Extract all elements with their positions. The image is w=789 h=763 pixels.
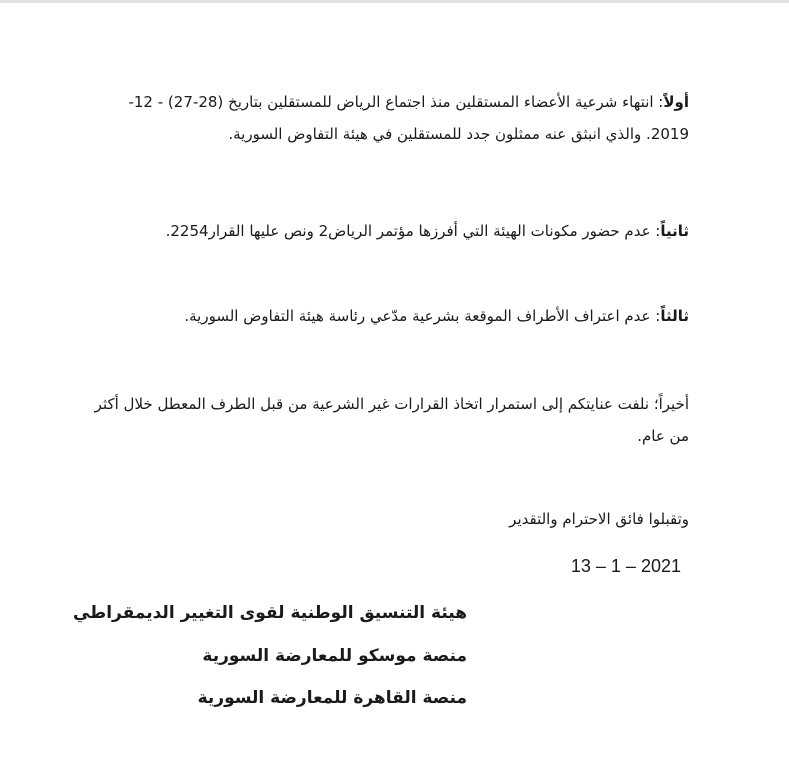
closing-line: وتقبلوا فائق الاحترام والتقدير bbox=[509, 510, 689, 528]
paragraph-first bbox=[89, 86, 689, 150]
signatory-cairo-platform: منصة القاهرة للمعارضة السورية bbox=[197, 688, 467, 708]
document-date: 13 – 1 – 2021 bbox=[570, 556, 681, 576]
paragraph-first-text: : انتهاء شرعية الأعضاء المستقلين منذ اجتماع الرياض للمستقلين بتاريخ (28-27) - 12-2019. والذي انبثق عنه ممثلون جدد للمستقلين في هيئة التفاوض السورية. bbox=[128, 93, 689, 143]
paragraph-second bbox=[89, 215, 689, 247]
paragraph-third-text: : عدم اعتراف الأطراف الموقعة بشرعية مدّعي رئاسة هيئة التفاوض السورية. bbox=[184, 307, 661, 325]
paragraph-third bbox=[89, 300, 689, 332]
paragraph-second-label: ثانياً bbox=[660, 222, 689, 240]
signatory-moscow-platform: منصة موسكو للمعارضة السورية bbox=[202, 646, 467, 666]
paragraph-first-label: أولاً bbox=[663, 93, 689, 111]
paragraph-third-label: ثالثاً bbox=[660, 307, 689, 325]
paragraph-final: أخيراً؛ نلفت عنايتكم إلى استمرار اتخاذ القرارات غير الشرعية من قبل الطرف المعطل خلال أكثر من عام. bbox=[94, 395, 689, 445]
paragraph-second-text: : عدم حضور مكونات الهيئة التي أفرزها مؤتمر الرياض2 ونص عليها القرار2254. bbox=[165, 222, 661, 240]
signatory-ncb: هيئة التنسيق الوطنية لقوى التغيير الديمقراطي bbox=[72, 603, 467, 623]
